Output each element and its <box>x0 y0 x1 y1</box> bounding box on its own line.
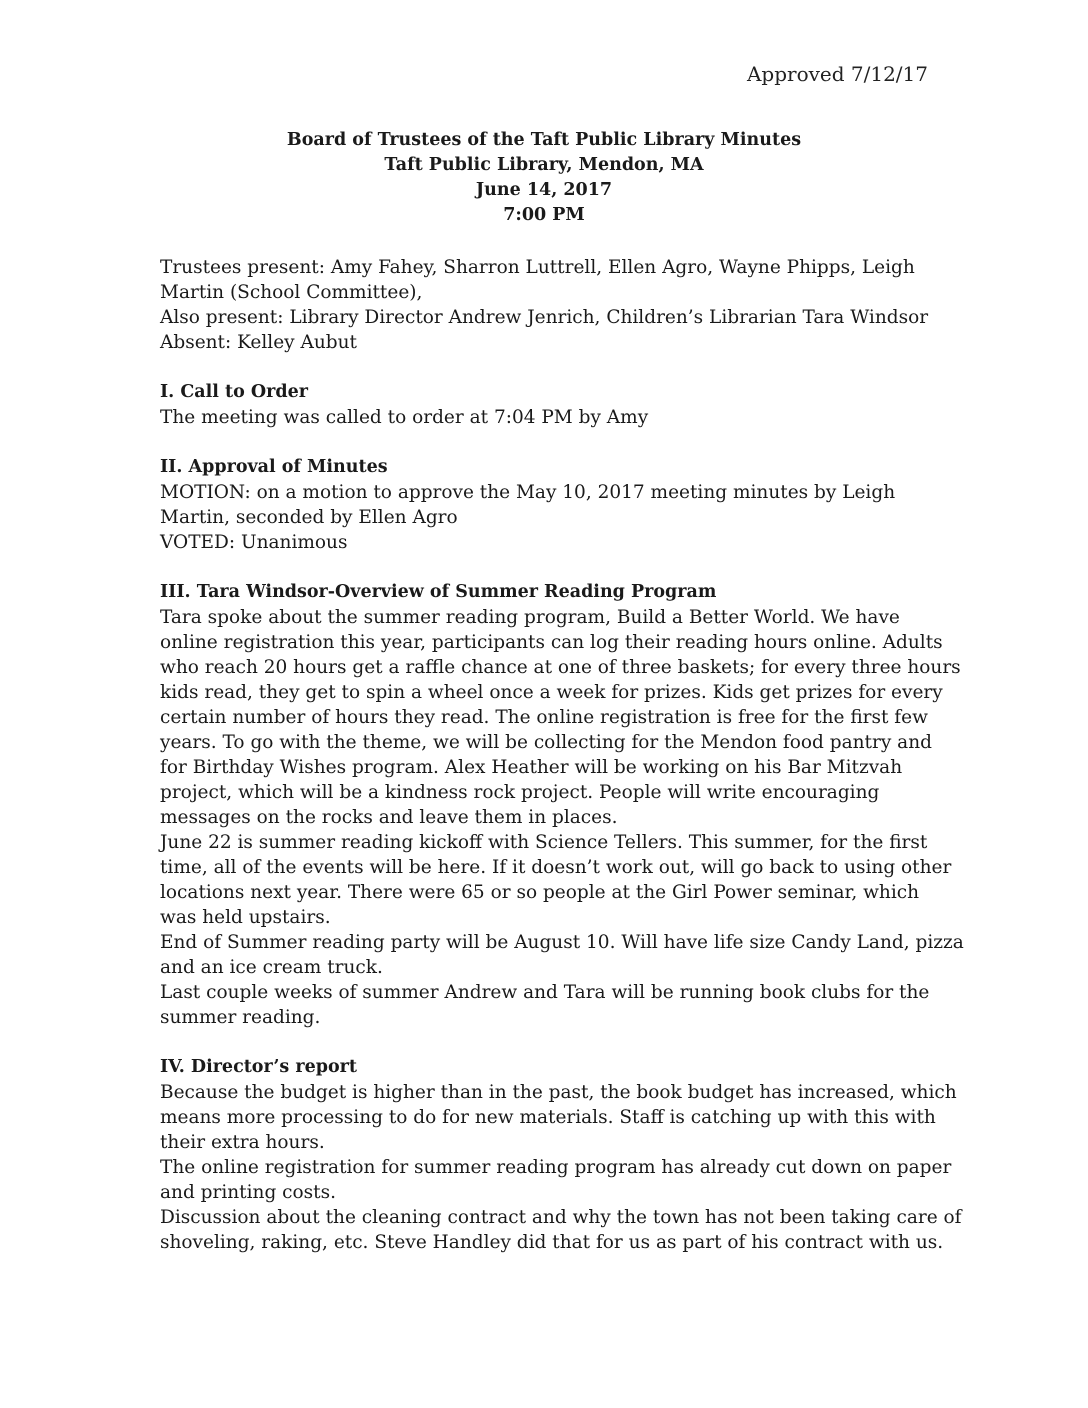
section-text <box>160 1080 960 1255</box>
text-line: The online registration for summer reading program has already cut down on paper <box>160 1157 952 1178</box>
section-title: II. Approval of Minutes <box>160 457 388 477</box>
text-line: means more processing to do for new materials. Staff is catching up with this with <box>160 1107 936 1128</box>
section-title: IV. Director’s report <box>160 1057 357 1077</box>
text-line: their extra hours. <box>160 1132 325 1153</box>
text-line: Because the budget is higher than in the past, the book budget has increased, which <box>160 1082 957 1103</box>
text-line: Discussion about the cleaning contract and why the town has not been taking care of <box>160 1207 962 1228</box>
text-line: messages on the rocks and leave them in places. <box>160 807 618 828</box>
text-line: project, which will be a kindness rock project. People will write encouraging <box>160 782 880 803</box>
also-present: Also present: Library Director Andrew Jenrich, Children’s Librarian Tara Windsor <box>160 307 929 328</box>
text-line: summer reading. <box>160 1007 321 1028</box>
text-line: for Birthday Wishes program. Alex Heather will be working on his Bar Mitzvah <box>160 757 903 778</box>
text-line: Tara spoke about the summer reading program, Build a Better World. We have <box>160 607 900 628</box>
document-header <box>0 128 1088 228</box>
section-text <box>160 405 960 430</box>
approval-stamp: Approved 7/12/17 <box>746 62 928 86</box>
text-line: Last couple weeks of summer Andrew and Tara will be running book clubs for the <box>160 982 930 1003</box>
text-line: locations next year. There were 65 or so people at the Girl Power seminar, which <box>160 882 920 903</box>
text-line: online registration this year, participants can log their reading hours online. Adults <box>160 632 943 653</box>
trustees-present-line-1: Trustees present: Amy Fahey, Sharron Luttrell, Ellen Agro, Wayne Phipps, Leigh <box>160 257 915 278</box>
section-directors-report <box>160 1055 960 1255</box>
header-location: Taft Public Library, Mendon, MA <box>384 155 704 175</box>
text-line: MOTION: on a motion to approve the May 10, 2017 meeting minutes by Leigh <box>160 482 896 503</box>
text-line: years. To go with the theme, we will be collecting for the Mendon food pantry and <box>160 732 932 753</box>
text-line: kids read, they get to spin a wheel once a week for prizes. Kids get prizes for every <box>160 682 943 703</box>
section-summer-reading <box>160 580 964 1030</box>
text-line: and an ice cream truck. <box>160 957 383 978</box>
section-approval-of-minutes <box>160 455 960 555</box>
header-date: June 14, 2017 <box>475 180 613 200</box>
section-title: III. Tara Windsor-Overview of Summer Reading Program <box>160 582 717 602</box>
header-title: Board of Trustees of the Taft Public Library Minutes <box>286 130 802 150</box>
section-call-to-order <box>160 380 960 430</box>
text-line: shoveling, raking, etc. Steve Handley did that for us as part of his contract with us. <box>160 1232 944 1253</box>
attendance-block <box>160 255 960 355</box>
text-line: time, all of the events will be here. If it doesn’t work out, will go back to using other <box>160 857 952 878</box>
absent: Absent: Kelley Aubut <box>160 332 357 353</box>
text-line: The meeting was called to order at 7:04 PM by Amy <box>160 407 649 428</box>
text-line: was held upstairs. <box>160 907 331 928</box>
section-title: I. Call to Order <box>160 382 308 402</box>
trustees-present-line-2: Martin (School Committee), <box>160 282 423 303</box>
text-line: June 22 is summer reading kickoff with Science Tellers. This summer, for the first <box>160 832 928 853</box>
section-text <box>160 605 964 1030</box>
document-body <box>160 255 964 1255</box>
section-text <box>160 480 960 555</box>
text-line: and printing costs. <box>160 1182 336 1203</box>
text-line: certain number of hours they read. The online registration is free for the first few <box>160 707 928 728</box>
text-line: who reach 20 hours get a raffle chance at one of three baskets; for every three hours <box>160 657 961 678</box>
text-line: VOTED: Unanimous <box>160 532 348 553</box>
text-line: Martin, seconded by Ellen Agro <box>160 507 458 528</box>
text-line: End of Summer reading party will be August 10. Will have life size Candy Land, pizza <box>160 932 964 953</box>
header-time: 7:00 PM <box>503 205 585 225</box>
